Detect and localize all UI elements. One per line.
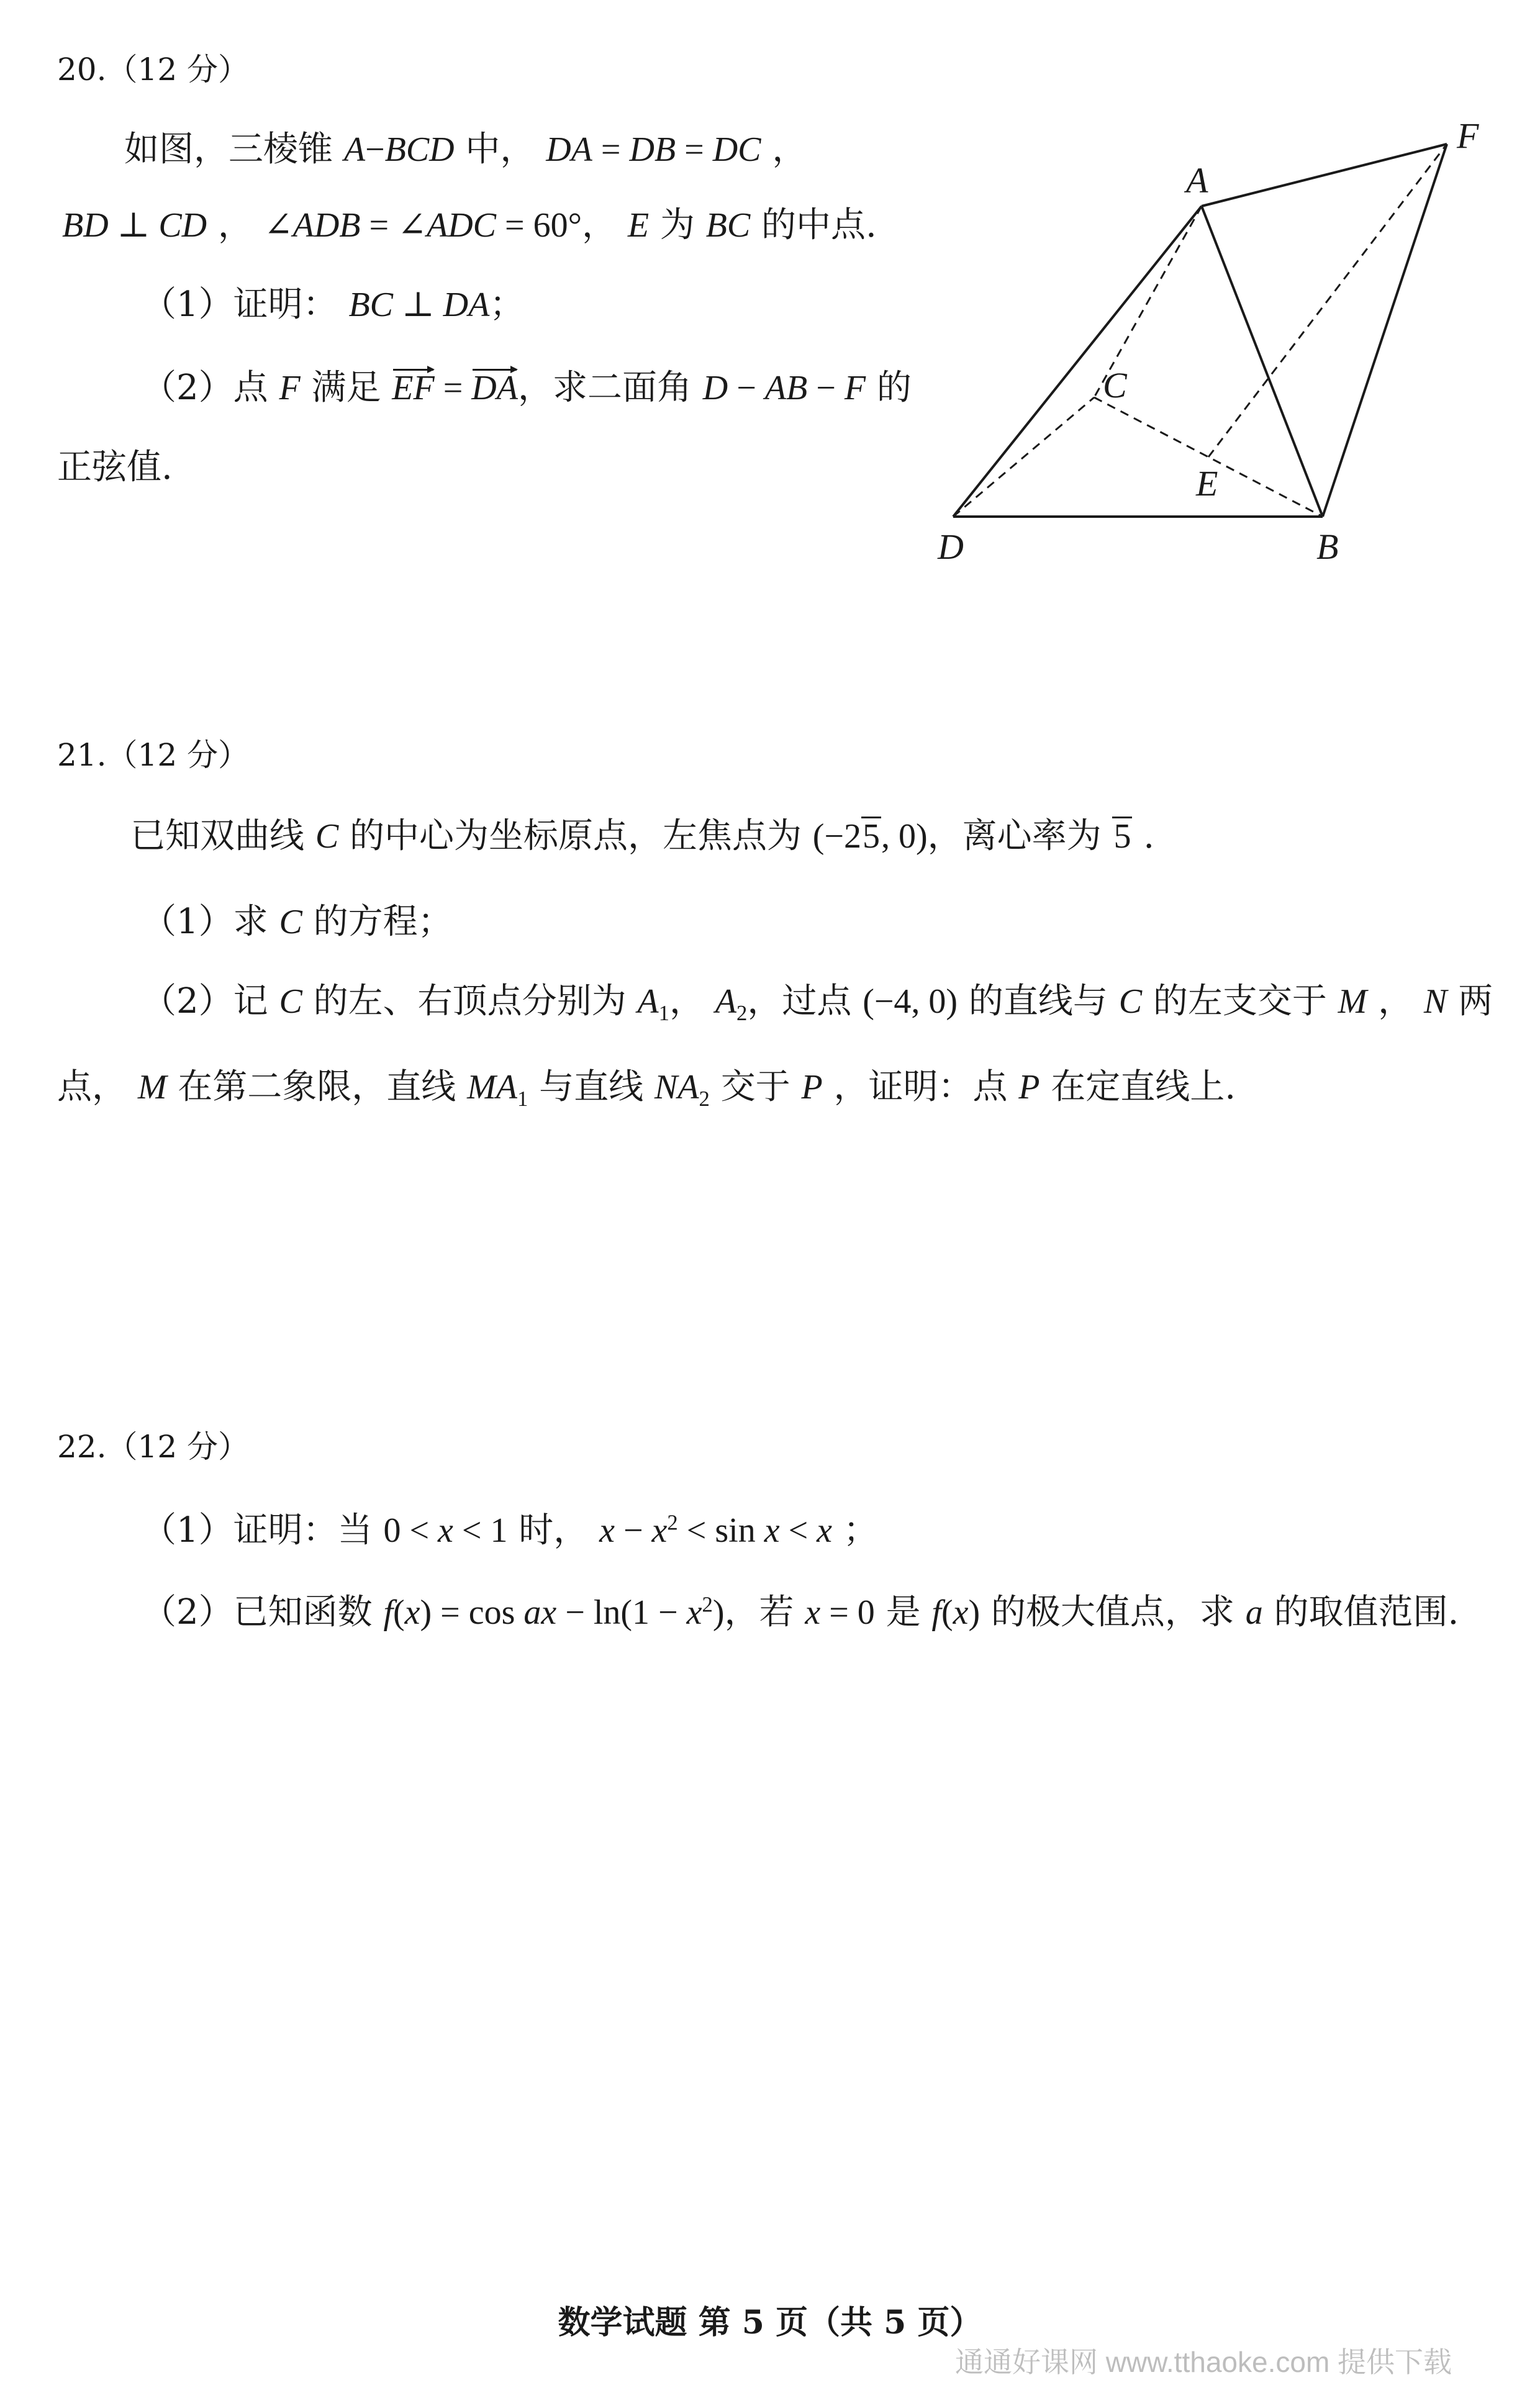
q20-part2: （2）点 F 满足 EF = DA，求二面角 D − AB − F 的 [142,368,912,408]
pyramid-figure [919,93,1509,577]
q21-intro: 已知双曲线 C 的中心为坐标原点，左焦点为 (−25, 0)，离心率为 5 . [130,816,1155,856]
page-footer: 数学试题 第 5 页（共 5 页） [558,2304,982,2342]
watermark: 通通好课网 www.tthaoke.com 提供下载 [955,2346,1452,2378]
q22-header: 22.（12 分） [57,1429,250,1465]
q21-part2-continued: 点， M 在第二象限，直线 $MA_1$ 与直线 $NA_2$ 交于 P ，证明：点 P 在定直线上. [57,1067,1236,1111]
q21-part2: （2）记 C 的左、右顶点分别为 $A_1$， $A_2$，过点 (−4, 0) 的直线与 C 的左支交于 M ， N 两 [142,981,1493,1026]
q20-part1: （1）证明： BC ⊥ DA； [142,284,525,325]
edge-DA [953,206,1202,517]
q22-part1: （1）证明：当 0 < x < 1 时， $x - x^2 < \sin x < x$ ； [142,1510,878,1550]
label-B: B [1316,527,1339,567]
label-C: C [1103,365,1127,405]
q20-intro-line1: 如图，三棱锥 A−BCD 中， DA = DB = DC ， [124,129,807,170]
q20-header: 20.（12 分） [57,52,250,88]
q20-part2-continued: 正弦值. [57,447,173,487]
q20-intro-line2: BD ⊥ CD ， ∠ADB = ∠ADC = 60°， E 为 BC 的中点. [62,205,877,245]
label-A: A [1186,160,1208,201]
label-E: E [1196,463,1218,504]
q21-part1: （1）求 C 的方程； [142,902,453,942]
edge-AB [1202,206,1323,517]
label-D: D [938,527,964,567]
q21-header: 21.（12 分） [57,737,250,773]
edge-AF [1202,144,1447,206]
label-F: F [1457,115,1479,156]
edge-EF [1208,144,1447,457]
q22-part2: （2）已知函数 f(x) = cos ax − $\ln(1 - x^2)$，若 x = 0 是 f(x) 的极大值点，求 a 的取值范围. [142,1592,1459,1632]
edge-FB [1323,144,1447,517]
edge-DC [953,397,1094,517]
